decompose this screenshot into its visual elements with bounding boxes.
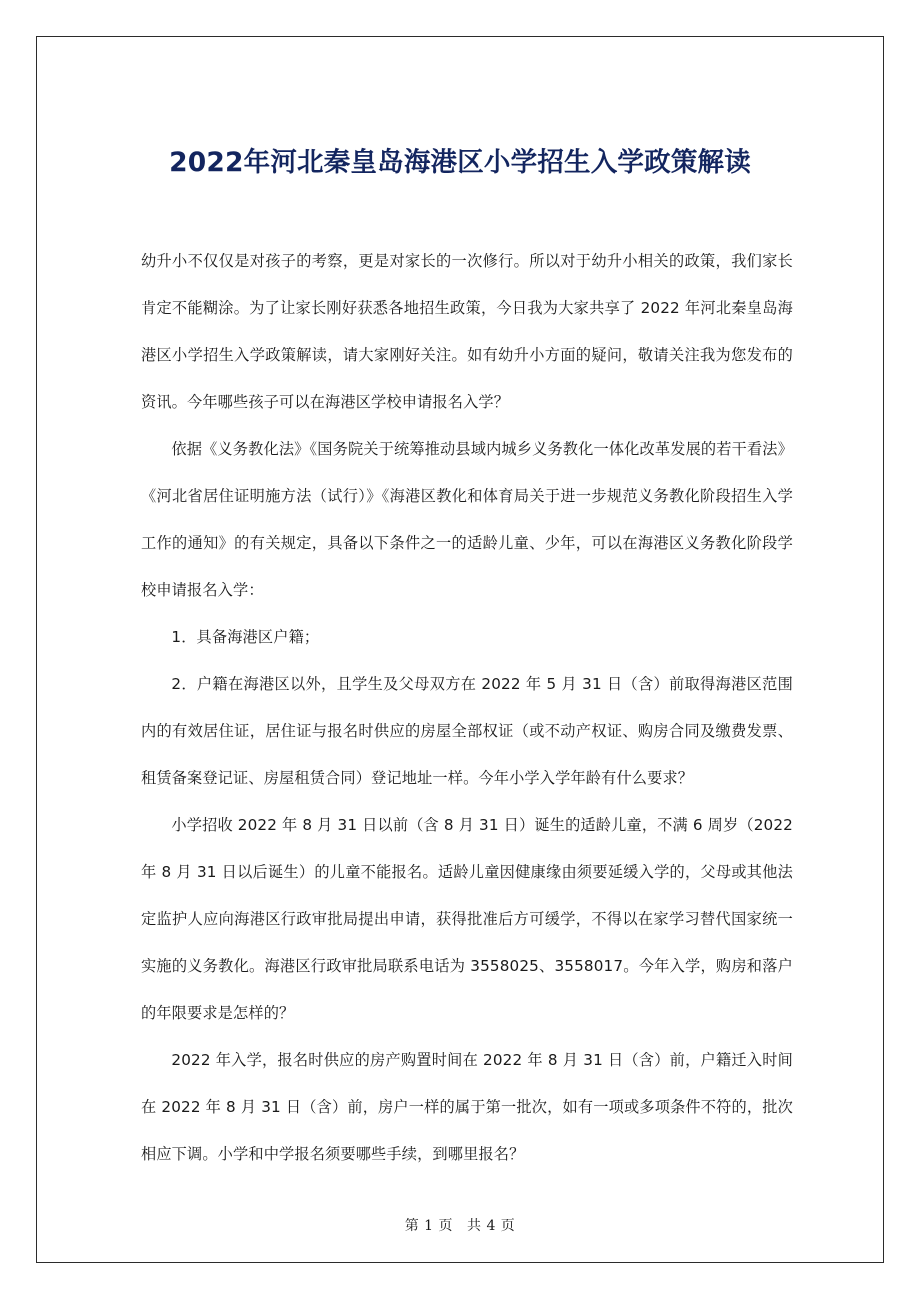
paragraph-legal-basis: 依据《义务教化法》《国务院关于统筹推动县域内城乡义务教化一体化改革发展的若干看法》《河北省居住证明施方法（试行）》《海港区教化和体育局关于进一步规范义务教化阶段招生入学工作的通知》的有关规定，具备以下条件之一的适龄儿童、少年，可以在海港区义务教化阶段学校申请报名入学： (141, 440, 793, 599)
paragraph-age-requirement: 小学招收 2022 年 8 月 31 日以前（含 8 月 31 日）诞生的适龄儿童，不满 6 周岁（2022 年 8 月 31 日以后诞生）的儿童不能报名。适龄儿童因健康缘由须要延缓入学的，父母或其他法定监护人应向海港区行政审批局提出申请，获得批准后方可缓学，不得以在家学习替代国家统一实施的义务教化。海港区行政审批局联系电话为 3558025、3558017。今年入学，购房和落户的年限要求是怎样的？ (141, 816, 793, 1022)
page-content (37, 37, 883, 1262)
paragraph-enrollment-batch: 2022 年入学，报名时供应的房产购置时间在 2022 年 8 月 31 日（含）前，户籍迁入时间在 2022 年 8 月 31 日（含）前，房户一样的属于第一批次，如有一项或多项条件不符的，批次相应下调。小学和中学报名须要哪些手续，到哪里报名？ (141, 1051, 793, 1163)
page-title: 2022年河北秦皇岛海港区小学招生入学政策解读 (169, 146, 751, 178)
list-item-condition-2: 2．户籍在海港区以外，且学生及父母双方在 2022 年 5 月 31 日（含）前取得海港区范围内的有效居住证，居住证与报名时供应的房屋全部权证（或不动产权证、购房合同及缴费发票、租赁备案登记证、房屋租赁合同）登记地址一样。今年小学入学年龄有什么要求？ (141, 675, 793, 787)
page-footer (37, 1215, 883, 1235)
paragraph-intro: 幼升小不仅仅是对孩子的考察，更是对家长的一次修行。所以对于幼升小相关的政策，我们家长肯定不能糊涂。为了让家长刚好获悉各地招生政策，今日我为大家共享了 2022 年河北秦皇岛海港区小学招生入学政策解读，请大家刚好关注。如有幼升小方面的疑问，敬请关注我为您发布的资讯。今年哪些孩子可以在海港区学校申请报名入学？ (141, 252, 793, 411)
footer-total-pages: 共 4 页 (467, 1218, 516, 1234)
document-body (141, 238, 793, 1178)
footer-current-page: 第 1 页 (404, 1218, 453, 1234)
list-item-condition-1: 1．具备海港区户籍； (171, 628, 320, 646)
page-border (36, 36, 884, 1263)
